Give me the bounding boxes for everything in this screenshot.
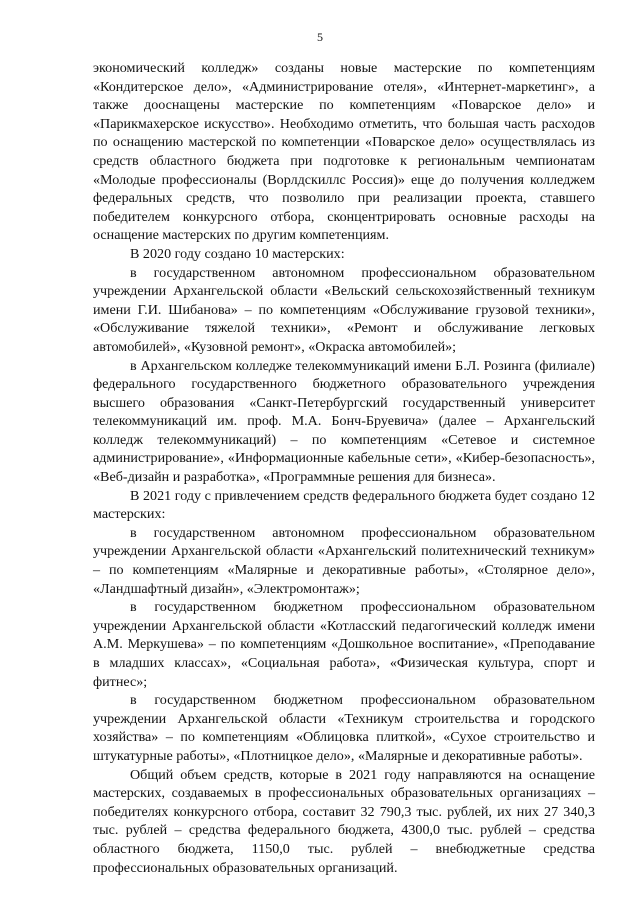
paragraph-2020-intro: В 2020 году создано 10 мастерских:: [130, 245, 345, 262]
paragraph-kotlas-college: в государственном бюджетном профессиональном образовательном учреждении Архангельской области «Котласский педагогический колледж имени А.М. Меркушева» – по компетенциям «Дошкольное воспитание», «Преподавание в младших классах», «Социальная работа», «Физическая культура, спорт и фитнес»;: [93, 599, 595, 690]
paragraph-continuation: экономический колледж» созданы новые мастерские по компетенциям «Кондитерское дело», «Администрирование отеля», «Интернет-маркетинг», а также дооснащены мастерские по компетенциям «Поварское дело» и «Парикмахерское искусство». Необходимо отметить, что большая часть расходов по оснащению мастерской по компетенции «Поварское дело» осуществлялась из средств областного бюджета при подготовке к региональным чемпионатам «Молодые профессионалы (Ворлдскиллс Россия)» еще до получения колледжем федеральных средств, что позволило при реализации проекта, ставшего победителем конкурсного отбора, сконцентрировать основные расходы на оснащение мастерских по другим компетенциям.: [93, 60, 595, 244]
paragraph-polytechnic-technikum: в государственном автономном профессиональном образовательном учреждении Архангельской области «Архангельский политехнический техникум» – по компетенциям «Малярные и декоративные работы», «Столярное дело», «Ландшафтный дизайн», «Электромонтаж»;: [93, 524, 595, 597]
page-number: 5: [317, 30, 323, 44]
paragraph-telecom-college: в Архангельском колледже телекоммуникаций имени Б.Л. Розинга (филиале) федерального государственного бюджетного образовательного учреждения высшего образования «Санкт-Петербургский государственный университет телекоммуникаций им. проф. М.А. Бонч-Бруевича» (далее – Архангельский колледж телекоммуникаций) – по компетенциям «Сетевое и системное администрирование», «Информационные кабельные сети», «Кибер-безопасность», «Веб-дизайн и разработка», «Программные решения для бизнеса».: [93, 357, 595, 486]
paragraph-funding-total: Общий объем средств, которые в 2021 году направляются на оснащение мастерских, создаваемых в профессиональных образовательных организациях – победителях конкурсного отбора, составит 32 790,3 тыс. рублей, их них 27 340,3 тыс. рублей – средства федерального бюджета, 4300,0 тыс. рублей – средства областного бюджета, 1150,0 тыс. рублей – внебюджетные средства профессиональных образовательных организаций.: [93, 766, 595, 876]
paragraph-velsk-technikum: в государственном автономном профессиональном образовательном учреждении Архангельской области «Вельский сельскохозяйственный техникум имени Г.И. Шибанова» – по компетенциям «Обслуживание грузовой техники», «Обслуживание тяжелой техники», «Ремонт и обслуживание легковых автомобилей», «Кузовной ремонт», «Окраска автомобилей»;: [93, 264, 595, 355]
paragraph-2021-intro: В 2021 году с привлечением средств федерального бюджета будет создано 12 мастерских:: [93, 487, 595, 523]
body-text: [93, 59, 595, 877]
paragraph-construction-technikum: в государственном бюджетном профессиональном образовательном учреждении Архангельской области «Техникум строительства и городского хозяйства» – по компетенциям «Облицовка плиткой», «Сухое строительство и штукатурные работы», «Плотницкое дело», «Малярные и декоративные работы».: [93, 692, 595, 764]
